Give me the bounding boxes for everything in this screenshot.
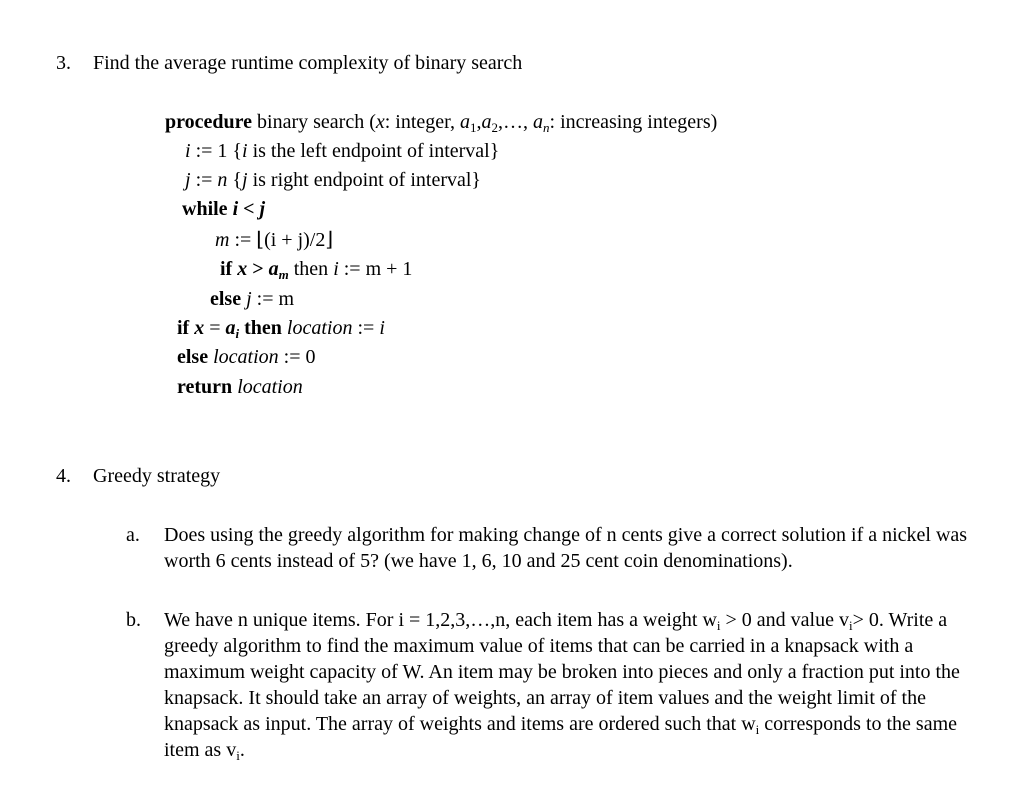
question-3-title: Find the average runtime complexity of binary search xyxy=(93,52,523,74)
code-line-i-init: i := 1 {i is the left endpoint of interval} xyxy=(185,140,500,162)
code-line-return: return location xyxy=(177,376,303,398)
code-line-if-equal: if $x = a_i$ then location := i xyxy=(177,317,385,341)
question-4-title: Greedy strategy xyxy=(93,465,221,487)
code-line-midpoint: m := ⌊(i + j)/2⌋ xyxy=(215,229,334,251)
code-line-j-init: j := n {j is right endpoint of interval} xyxy=(185,169,482,191)
subquestion-a-text: Does using the greedy algorithm for making change of n cents give a correct solution if a nickel was worth 6 cents instead of 5? (we have 1, 6, 10 and 25 cent coin denominations). xyxy=(164,524,968,572)
code-line-if-greater: if $x > a_m$ then i := m + 1 xyxy=(220,258,413,282)
subquestion-b-text: We have n unique items. For i = 1,2,3,…,n, each item has a weight $w_i > 0$ and value $v_i> 0$. Write a greedy algorithm to find the maximum value of items that can be carried in a knapsack with a maximum weight capacity of W. An item may be broken into pieces and only a fraction put into the knapsack. It should take an array of weights, an array of item values and the weight limit of the knapsack as input. The array of weights and items are ordered such that $w_i$ corresponds to the same item as $v_i$. xyxy=(164,609,960,763)
code-line-else-location: else location := 0 xyxy=(177,346,316,368)
question-3-number: 3. xyxy=(56,52,71,74)
subquestion-b-letter: b. xyxy=(126,609,141,631)
code-line-while: while i < j xyxy=(182,198,266,220)
code-line-else-j: else j := m xyxy=(210,288,295,310)
code-line-procedure: procedure binary search (x: integer, $a_1,a_2,\dots$, $a_n$: increasing integers) xyxy=(165,111,718,135)
question-4-number: 4. xyxy=(56,465,71,487)
subquestion-a-letter: a. xyxy=(126,524,140,546)
